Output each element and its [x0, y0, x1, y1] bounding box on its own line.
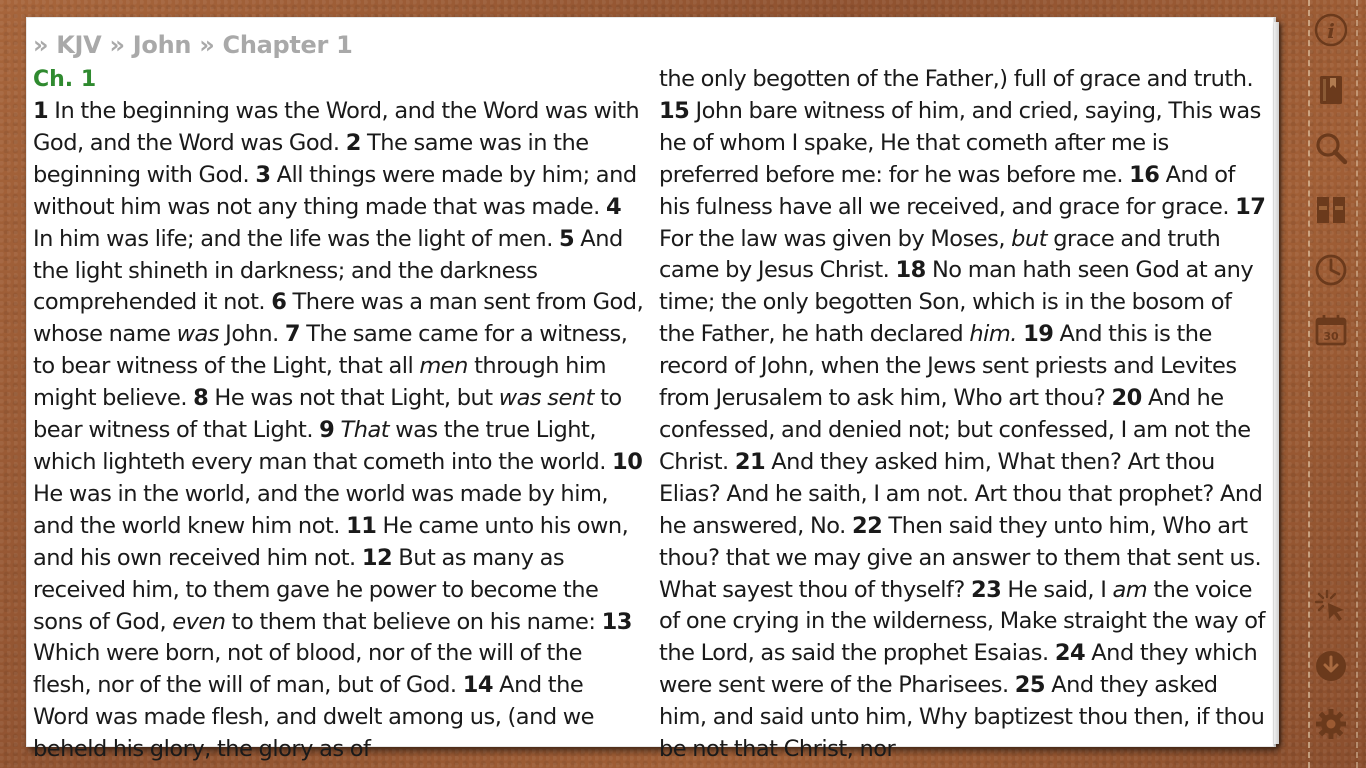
verse-text: No man hath seen God at any time; the only begotten Son, which is in the bosom of the Father, he hath declared	[659, 257, 1254, 348]
verse-text: He was not that Light, but	[208, 385, 499, 412]
verse-text: Which were born, not of blood, nor of the will of the flesh, nor of the will of man, but of God.	[33, 640, 582, 699]
verse-text: For the law was given by Moses,	[659, 225, 1012, 252]
breadcrumb	[33, 29, 353, 61]
search-icon[interactable]	[1313, 130, 1349, 166]
verse-number: 15	[659, 97, 690, 124]
verse-text: And of his fulness have all we received, and grace for grace.	[659, 161, 1236, 220]
settings-icon[interactable]	[1313, 706, 1349, 742]
breadcrumb-translation[interactable]: » KJV	[33, 31, 102, 59]
verse-number: 8	[193, 385, 209, 412]
verse-text: And the Word was made flesh, and dwelt among us, (and we beheld his glory, the glory as of	[33, 672, 595, 763]
verse-number: 25	[1014, 672, 1046, 699]
leather-stitch	[1308, 0, 1310, 768]
cursor-icon[interactable]	[1313, 588, 1349, 624]
verse-text: The same came for a witness, to bear witness of the Light, that all	[33, 321, 628, 380]
verse-number: 12	[361, 544, 393, 571]
verse-text: And he confessed, and denied not; but confessed, I am not the Christ.	[659, 385, 1251, 475]
verse-italic-text: am	[1112, 576, 1148, 603]
verse-italic-text: but	[1011, 225, 1048, 252]
verse-number: 19	[1023, 321, 1054, 348]
verse-text: through him might believe.	[33, 353, 607, 412]
verse-number: 7	[284, 321, 301, 348]
verse-number: 22	[851, 512, 883, 539]
verse-number: 17	[1235, 193, 1266, 220]
calendar-number: 30	[1323, 330, 1339, 343]
verse-text: grace and truth came by Jesus Christ.	[659, 225, 1221, 284]
verse[interactable]	[659, 66, 1253, 92]
verse-number: 1	[33, 98, 49, 124]
verse-number: 18	[895, 257, 926, 284]
verse-text: He said, I	[1001, 576, 1113, 603]
verse-number: 6	[271, 289, 287, 316]
verse-text: Then said they unto him, Who art thou? that we may give an answer to them that sent us. What sayest thou of thyself?	[659, 512, 1262, 603]
text-column-left	[33, 96, 645, 763]
text-column-right	[659, 64, 1269, 763]
chapter-heading: Ch. 1	[33, 67, 97, 92]
history-icon[interactable]	[1313, 252, 1349, 288]
verse-text: the voice of one crying in the wilderness, Make straight the way of the Lord, as said the prophet Esaias.	[659, 576, 1265, 667]
verse-number: 4	[605, 193, 622, 220]
page-edge	[1274, 22, 1279, 744]
verse-text: In him was life; and the life was the light of men.	[33, 225, 559, 252]
reading-page	[26, 17, 1276, 763]
verse-number: 20	[1111, 385, 1142, 412]
verse-text: There was a man sent from God, whose name	[33, 289, 644, 348]
verse-italic-text: men	[419, 353, 468, 380]
verse-text: The same was in the beginning with God.	[33, 129, 589, 188]
verse-number: 11	[346, 512, 377, 539]
verse-text: the only begotten of the Father,) full of grace and truth.	[659, 66, 1254, 92]
verse-text: John.	[219, 321, 285, 348]
breadcrumb-chapter[interactable]: » Chapter 1	[191, 31, 353, 59]
verse-text: He was in the world, and the world was made by him, and the world knew him not.	[33, 480, 609, 539]
verse-text: And this is the record of John, when the Jews sent priests and Levites from Jerusalem to ask him, Who art thou?	[659, 321, 1237, 412]
verse-text: But as many as received him, to them gave he power to become the sons of God,	[33, 544, 599, 635]
bookmark-icon[interactable]	[1313, 72, 1349, 108]
calendar-icon[interactable]	[1313, 312, 1349, 348]
svg-text:i: i	[1327, 19, 1335, 43]
leather-stitch	[1356, 0, 1358, 768]
breadcrumb-book[interactable]: » John	[101, 31, 192, 59]
verse-number: 23	[970, 576, 1002, 603]
verse-number: 21	[734, 448, 766, 475]
verse-number: 10	[612, 448, 643, 475]
verse-number: 24	[1054, 640, 1086, 667]
verse-text: to bear witness of that Light.	[33, 385, 622, 444]
parallel-icon[interactable]	[1313, 192, 1349, 228]
verse-text: John bare witness of him, and cried, saying, This was he of whom I spake, He that cometh after me is preferred before me: for he was before me.	[659, 97, 1261, 188]
verse-italic-text: was sent	[498, 385, 594, 412]
verse-text: In the beginning was the Word, and the Word was with God, and the Word was God.	[33, 98, 640, 156]
download-icon[interactable]	[1313, 648, 1349, 684]
verse-italic-text: That	[340, 417, 390, 444]
verse-number: 16	[1129, 161, 1160, 188]
verse-italic-text: was	[176, 321, 220, 348]
verse-number: 2	[345, 129, 361, 156]
verse-number: 5	[559, 225, 575, 252]
verse-text: And they asked him, What then? Art thou Elias? And he saith, I am not. Art thou that prophet? And he answered, No.	[659, 448, 1263, 539]
verse-text: And they asked him, and said unto him, Why baptizest thou then, if thou be not that Christ, nor	[659, 672, 1265, 763]
verse-text: was the true Light, which lighteth every man that cometh into the world.	[33, 417, 613, 475]
verse-italic-text: even	[172, 608, 226, 635]
verse-number: 9	[319, 417, 335, 444]
verse-text: to them that believe on his name:	[225, 608, 602, 635]
info-icon[interactable]	[1313, 12, 1349, 48]
verse-number: 13	[601, 608, 632, 635]
verse-italic-text: him.	[969, 321, 1017, 348]
verse-text: All things were made by him; and without him was not any thing made that was made.	[33, 161, 637, 220]
verse-number: 3	[255, 161, 271, 188]
verse-text: He came unto his own, and his own received him not.	[33, 512, 629, 571]
verse-number: 14	[462, 672, 494, 699]
verse-text: And they which were sent were of the Pharisees.	[659, 640, 1258, 699]
verse-text: And the light shineth in darkness; and the darkness comprehended it not.	[33, 225, 623, 316]
